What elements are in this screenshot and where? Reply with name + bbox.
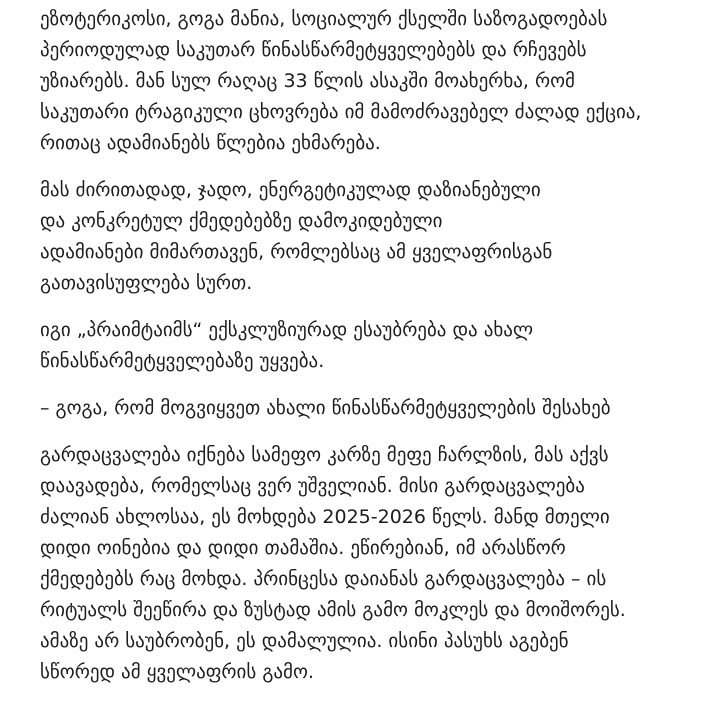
text-line: ძალიან ახლოსაა, ეს მოხდება 2025-2026 წელს. მანდ მთელი	[40, 506, 610, 528]
text-line: ამაზე არ საუბრობენ, ეს დამალულია. ისინი პასუხს აგებენ	[40, 630, 569, 652]
text-line: რიტუალს შეეწირა და ზუსტად ამის გამო მოკლეს და მოიშორეს.	[40, 599, 626, 621]
text-line: დაავადება, რომელსაც ვერ უშველიან. მისი გარდაცვალება	[40, 475, 585, 497]
paragraph-intro	[40, 4, 690, 159]
text-line: გარდაცვალება იქნება სამეფო კარზე მეფე ჩარლზის, მას აქვს	[40, 444, 609, 466]
text-line: წინასწარმეტყველებაზე უყვება.	[40, 350, 325, 372]
text-line: გათავისუფლება სურთ.	[40, 272, 253, 294]
text-line: პერიოდულად საკუთარ წინასწარმეტყველებებს და რჩევებს	[40, 39, 587, 61]
paragraph-exclusive	[40, 315, 690, 377]
article-body	[40, 4, 690, 704]
text-line: უზიარებს. მან სულ რაღაც 33 წლის ასაკში მოახერხა, რომ	[40, 70, 575, 92]
text-line: მას ძირითადად, ჯადო, ენერგეტიკულად დაზიანებული	[40, 179, 541, 201]
text-line: რითაც ადამიანებს წლებია ეხმარება.	[40, 132, 381, 154]
text-line: და კონკრეტულ ქმედებებზე დამოკიდებული	[40, 210, 443, 232]
paragraph-answer	[40, 440, 690, 688]
paragraph-clients	[40, 175, 690, 299]
paragraph-question	[40, 393, 690, 424]
text-line: – გოგა, რომ მოგვიყვეთ ახალი წინასწარმეტყველების შესახებ	[40, 397, 611, 419]
text-line: იგი „პრაიმტაიმს“ ექსკლუზიურად ესაუბრება და ახალ	[40, 319, 534, 341]
text-line: ეზოტერიკოსი, გოგა მანია, სოციალურ ქსელში საზოგადოებას	[40, 8, 608, 30]
text-line: ქმედებებს რაც მოხდა. პრინცესა დაიანას გარდაცვალება – ის	[40, 568, 607, 590]
text-line: სწორედ ამ ყველაფრის გამო.	[40, 661, 314, 683]
text-line: დიდი ოინებია და დიდი თამაშია. ეწირებიან, იმ არასწორ	[40, 537, 566, 559]
text-line: საკუთარი ტრაგიკული ცხოვრება იმ მამოძრავებელ ძალად ექცია,	[40, 101, 642, 123]
text-line: ადამიანები მიმართავენ, რომლებსაც ამ ყველაფრისგან	[40, 241, 553, 263]
